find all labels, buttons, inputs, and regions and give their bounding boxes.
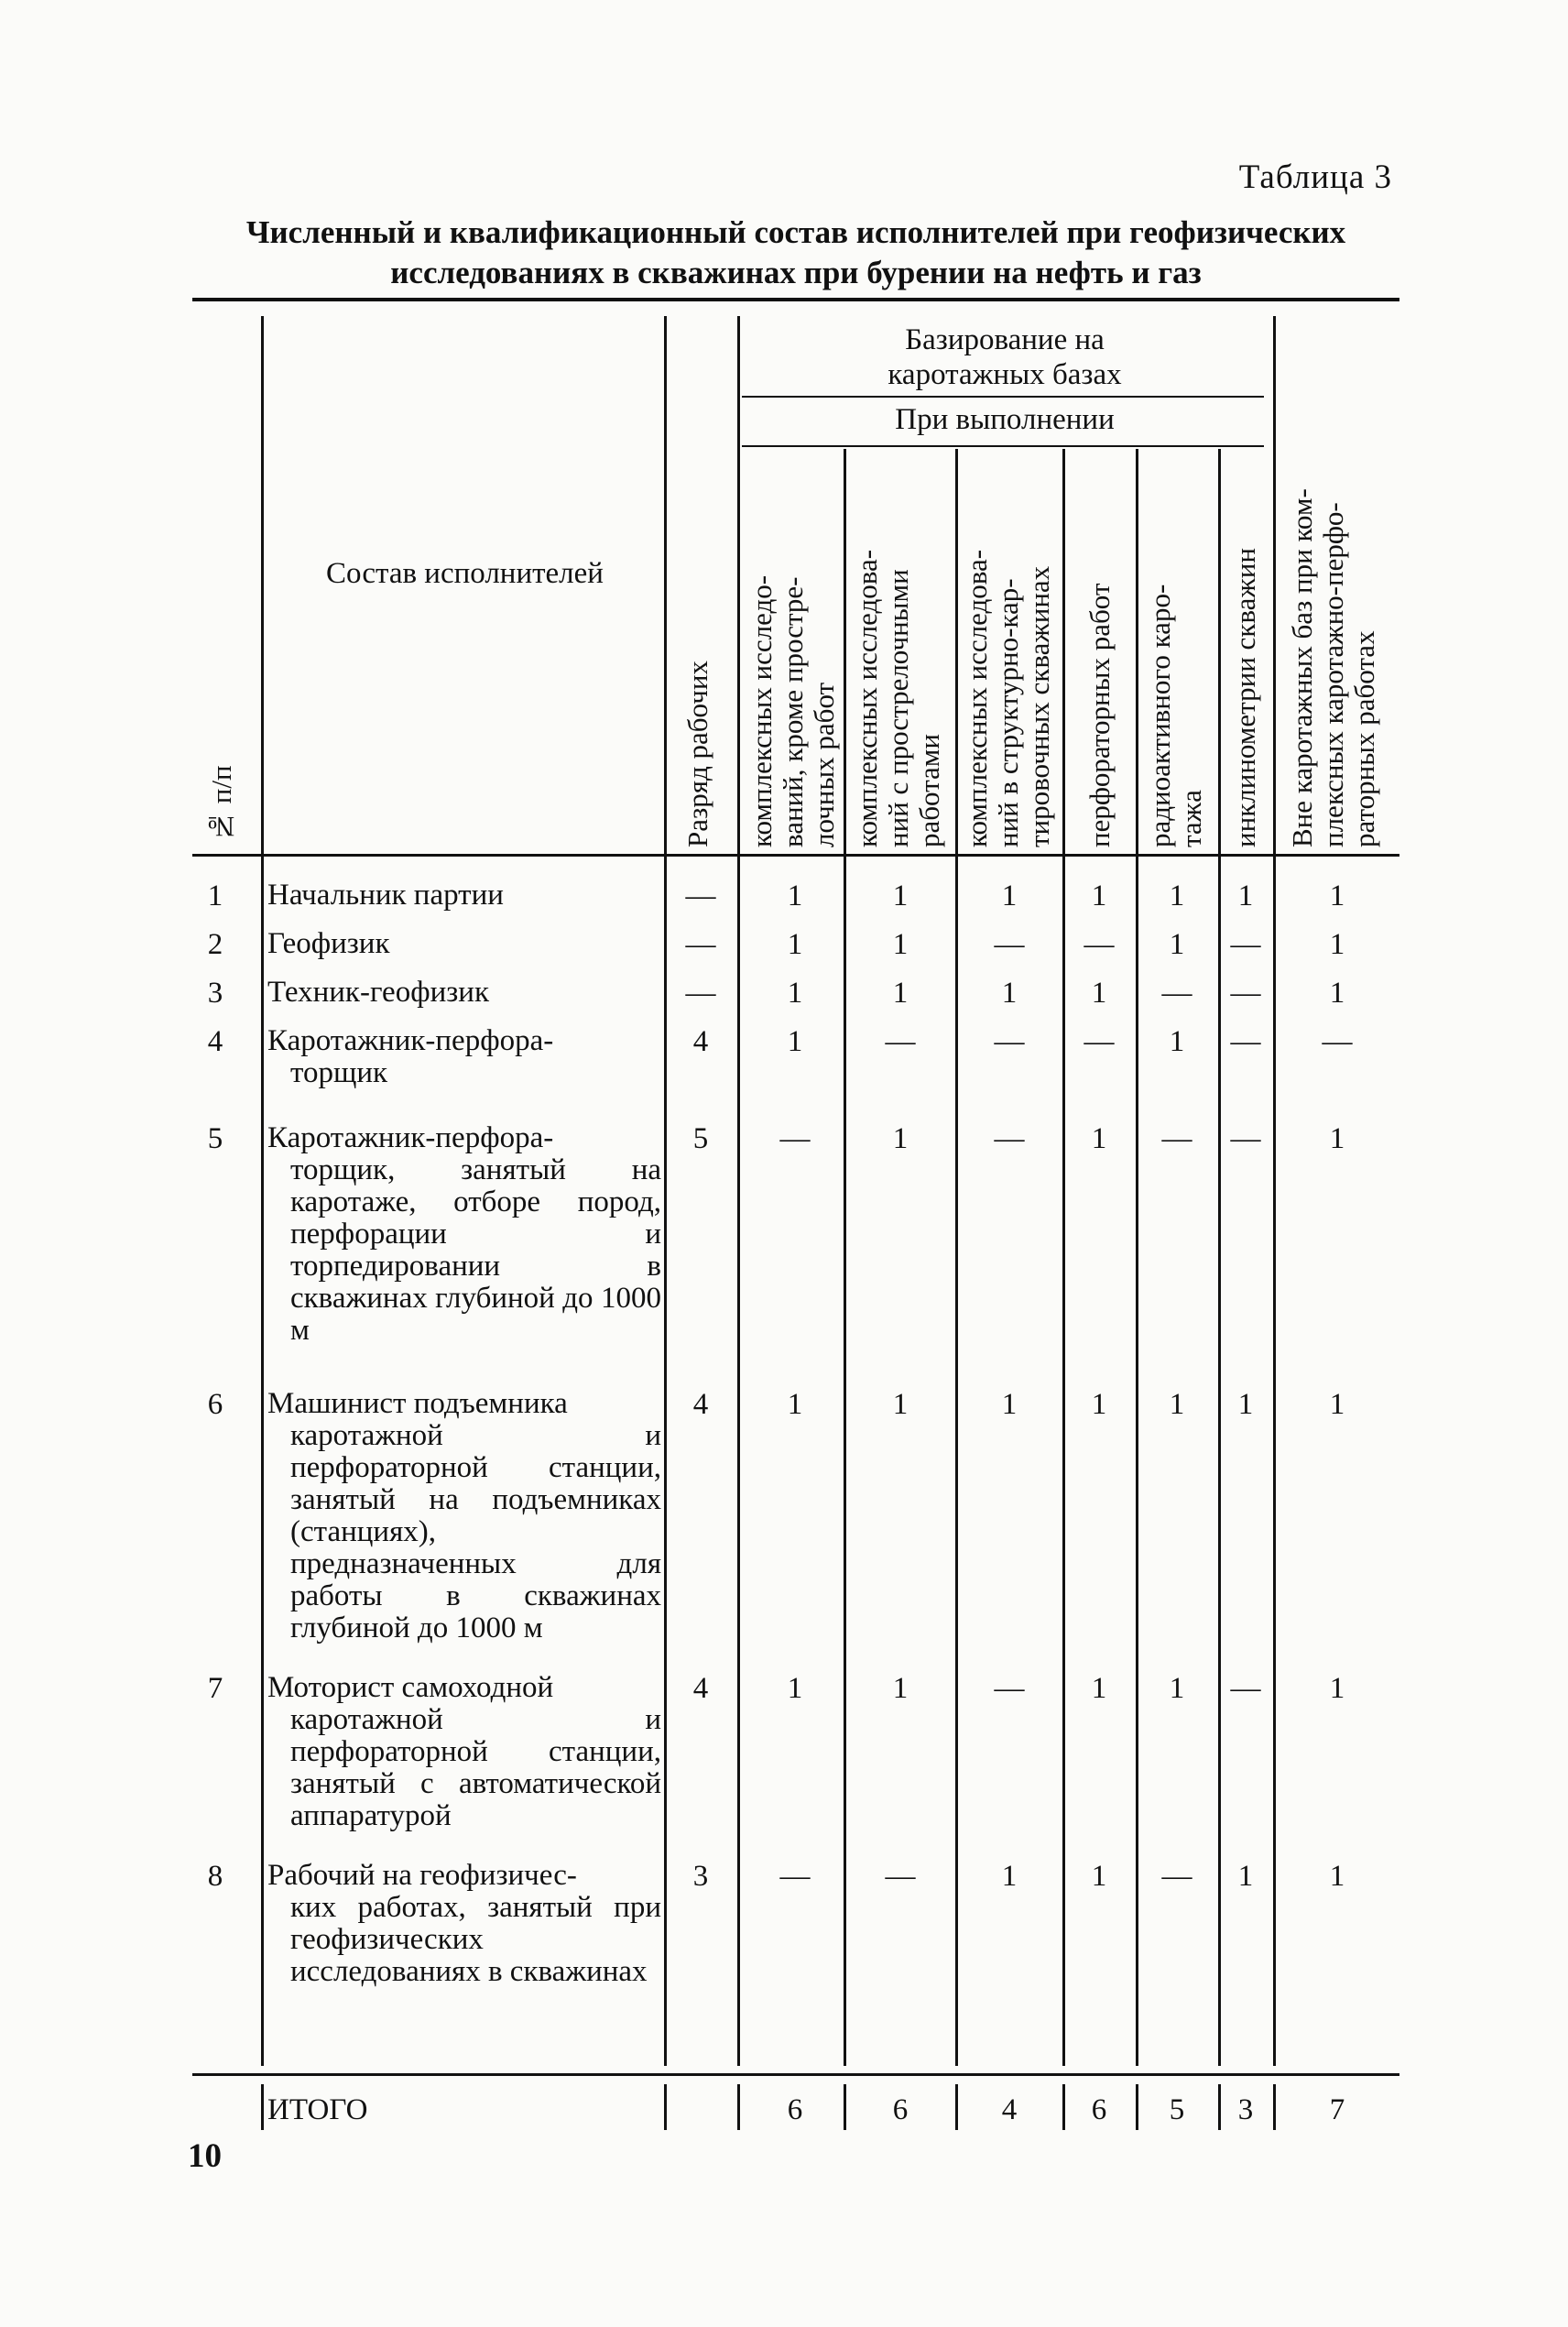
row-value: —: [885, 1860, 916, 1893]
total-rule-c1: [844, 2084, 846, 2130]
row-composition-text: Рабочий на геофизичес-: [267, 1859, 577, 1892]
row-value: —: [994, 1672, 1025, 1705]
row-value: 1: [787, 1388, 803, 1421]
row-grade: 4: [692, 1025, 709, 1058]
header-col-1-line-1: комплексных исследо-: [746, 574, 778, 847]
header-col-6: [1230, 463, 1261, 847]
row-value: 1: [1001, 1860, 1018, 1893]
total-value: 5: [1169, 2093, 1185, 2126]
row-number: 4: [207, 1025, 223, 1058]
row-value: 1: [892, 1122, 909, 1155]
total-rule-name: [261, 2084, 264, 2130]
row-value: —: [885, 1025, 916, 1058]
header-col-5-line-2: тажа: [1175, 790, 1207, 847]
row-grade: —: [685, 879, 716, 912]
row-composition-text: торщик, занятый на каротаже, отборе пород, перфорации и торпедировании в скважинах глубиной до 1000 м: [290, 1153, 661, 1347]
row-value: —: [1161, 1860, 1192, 1893]
top-rule: [192, 298, 1399, 301]
row-value: 1: [1329, 1860, 1345, 1893]
header-col-4-line-1: перфораторных работ: [1083, 583, 1116, 847]
total-value: 7: [1329, 2093, 1345, 2126]
row-composition: [267, 1860, 661, 1988]
row-composition: [267, 977, 661, 1009]
row-grade: 3: [692, 1860, 709, 1893]
row-value: —: [994, 1122, 1025, 1155]
total-rule-grade-right: [737, 2084, 740, 2130]
total-value: 6: [892, 2093, 909, 2126]
row-value: 1: [1329, 977, 1345, 1010]
header-grade: Разряд рабочих: [681, 661, 713, 847]
row-value: 1: [1091, 879, 1107, 912]
row-composition-text: торщик: [290, 1056, 388, 1089]
header-col-2: [852, 463, 945, 847]
row-value: 1: [1329, 879, 1345, 912]
row-value: 1: [1091, 977, 1107, 1010]
row-value: 1: [1091, 1122, 1107, 1155]
row-value: 1: [787, 928, 803, 961]
row-value: 1: [1237, 879, 1254, 912]
table-label: Таблица 3: [1238, 158, 1392, 196]
row-value: 1: [1001, 977, 1018, 1010]
row-value: 1: [1329, 1122, 1345, 1155]
row-number: 8: [207, 1860, 223, 1893]
header-col-1: [746, 463, 840, 847]
row-grade: 4: [692, 1388, 709, 1421]
table-title: [191, 213, 1401, 293]
row-composition-text: каротажной и перфораторной станции, занятый на подъемниках (станциях), предназначенных для работы в скважинах глубиной до 1000 м: [290, 1419, 661, 1644]
header-col-2-line-1: комплексных исследова-: [851, 549, 883, 847]
row-composition: [267, 928, 661, 960]
row-composition: [267, 879, 661, 912]
header-col-3-line-2: ний в структурно-кар-: [992, 578, 1024, 847]
row-number: 5: [207, 1122, 223, 1155]
col-rule-c1: [844, 449, 846, 2066]
row-composition: [267, 1025, 661, 1089]
row-composition-text: Каротажник-перфора-: [267, 1121, 554, 1154]
header-col-6-line-1: инклинометрии скважин: [1229, 548, 1261, 847]
header-col-3-line-1: комплексных исследова-: [961, 549, 993, 847]
row-composition: [267, 1672, 661, 1832]
header-group-line-1: Базирование на: [905, 323, 1105, 356]
row-value: 1: [1091, 1672, 1107, 1705]
header-col-3-line-3: тировочных скважинах: [1023, 565, 1055, 847]
row-value: 1: [1169, 1025, 1185, 1058]
header-outside: [1287, 330, 1380, 847]
row-value: 1: [1169, 879, 1185, 912]
row-value: —: [1083, 928, 1115, 961]
row-value: 1: [892, 1672, 909, 1705]
row-grade: —: [685, 928, 716, 961]
header-col-2-line-3: работами: [913, 733, 945, 847]
row-value: —: [1230, 1122, 1261, 1155]
row-composition-text: Техник-геофизик: [267, 976, 489, 1009]
row-value: —: [1161, 1122, 1192, 1155]
row-value: —: [1322, 1025, 1353, 1058]
row-composition-text: Начальник партии: [267, 879, 504, 912]
total-value: 6: [787, 2093, 803, 2126]
row-value: 1: [892, 1388, 909, 1421]
row-value: —: [1083, 1025, 1115, 1058]
header-group: [744, 322, 1266, 392]
row-composition-text: ких работах, занятый при геофизических исследованиях в скважинах: [290, 1891, 661, 1988]
header-col-2-line-2: ний с прострелочными: [882, 569, 914, 847]
row-value: —: [1230, 1672, 1261, 1705]
row-grade: 4: [692, 1672, 709, 1705]
header-subgroup: При выполнении: [895, 403, 1115, 436]
header-composition: Состав исполнителей: [326, 557, 604, 590]
row-value: 1: [1169, 1672, 1185, 1705]
row-value: 1: [1237, 1388, 1254, 1421]
row-value: —: [1230, 977, 1261, 1010]
col-rule-c4: [1136, 449, 1138, 2066]
row-value: —: [994, 1025, 1025, 1058]
total-rule-c2: [955, 2084, 958, 2130]
header-col-1-line-2: ваний, кроме простре-: [777, 576, 809, 847]
header-outside-line-3: раторных работах: [1348, 630, 1380, 847]
header-col-3: [962, 463, 1055, 847]
col-rule-name: [664, 316, 667, 2066]
page-number: 10: [188, 2137, 222, 2175]
row-value: 1: [787, 879, 803, 912]
total-value: 3: [1237, 2093, 1254, 2126]
row-grade: 5: [692, 1122, 709, 1155]
row-number: 3: [207, 977, 223, 1010]
col-rule-grade: [737, 316, 740, 2066]
row-value: 1: [1169, 1388, 1185, 1421]
row-number: 2: [207, 928, 223, 961]
row-value: 1: [892, 879, 909, 912]
total-value: 6: [1091, 2093, 1107, 2126]
total-value: 4: [1001, 2093, 1018, 2126]
row-value: 1: [1001, 1388, 1018, 1421]
header-col-4: [1084, 463, 1116, 847]
subgroup-rule: [742, 445, 1264, 447]
row-value: 1: [787, 977, 803, 1010]
row-value: —: [1161, 977, 1192, 1010]
row-value: 1: [787, 1672, 803, 1705]
header-outside-line-2: плексных каротажно-перфо-: [1317, 502, 1349, 847]
row-value: 1: [1237, 1860, 1254, 1893]
col-rule-c3: [1062, 449, 1065, 2066]
row-composition-text: каротажной и перфораторной станции, занятый с автоматической аппаратурой: [290, 1703, 661, 1832]
row-value: —: [1230, 1025, 1261, 1058]
row-value: —: [779, 1122, 811, 1155]
col-rule-c6: [1273, 316, 1276, 2066]
row-value: 1: [1329, 1388, 1345, 1421]
header-col-1-line-3: лочных работ: [808, 682, 840, 847]
row-value: 1: [1169, 928, 1185, 961]
row-grade: —: [685, 977, 716, 1010]
row-composition: [267, 1122, 661, 1347]
col-rule-num: [261, 316, 264, 2066]
header-outside-line-1: Вне каротажных баз при ком-: [1286, 488, 1318, 847]
row-composition-text: Каротажник-перфора-: [267, 1024, 554, 1057]
row-value: 1: [1091, 1388, 1107, 1421]
row-value: —: [779, 1860, 811, 1893]
row-value: 1: [1329, 1672, 1345, 1705]
total-rule-c4: [1136, 2084, 1138, 2130]
header-col-5-line-1: радиоактивного каро-: [1144, 584, 1176, 847]
group-rule: [742, 396, 1264, 398]
total-label: ИТОГО: [267, 2093, 368, 2126]
row-composition-text: Машинист подъемника: [267, 1387, 568, 1420]
total-rule-grade-left: [664, 2084, 667, 2130]
row-number: 7: [207, 1672, 223, 1705]
col-rule-c2: [955, 449, 958, 2066]
row-value: 1: [892, 977, 909, 1010]
row-value: 1: [1001, 879, 1018, 912]
row-value: —: [994, 928, 1025, 961]
row-composition-text: Геофизик: [267, 927, 390, 960]
title-line-2: исследованиях в скважинах при бурении на нефть и газ: [390, 255, 1202, 290]
row-composition-text: Моторист самоходной: [267, 1671, 554, 1704]
header-num: № п/п: [205, 765, 237, 843]
row-value: —: [1230, 928, 1261, 961]
row-value: 1: [787, 1025, 803, 1058]
title-line-1: Численный и квалификационный состав исполнителей при геофизических: [245, 214, 1346, 250]
header-col-5: [1145, 463, 1207, 847]
row-composition: [267, 1388, 661, 1644]
row-number: 6: [207, 1388, 223, 1421]
row-number: 1: [207, 879, 223, 912]
col-rule-c5: [1218, 449, 1221, 2066]
row-value: 1: [1329, 928, 1345, 961]
total-rule: [192, 2073, 1399, 2076]
header-group-line-2: каротажных базах: [887, 358, 1122, 391]
row-value: 1: [892, 928, 909, 961]
row-value: 1: [1091, 1860, 1107, 1893]
